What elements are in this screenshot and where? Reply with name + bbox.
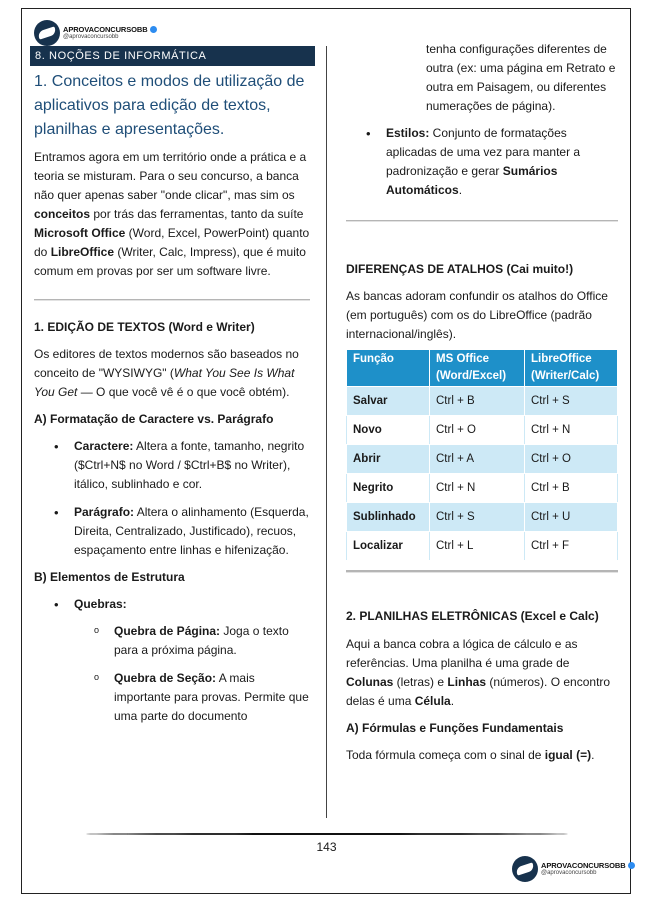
table-cell: Negrito — [347, 474, 430, 503]
table-cell: Ctrl + S — [525, 387, 618, 416]
table-cell: Ctrl + N — [525, 416, 618, 445]
list-item-quebra-pagina: o Quebra de Página: Joga o texto para a próxima página. — [74, 622, 310, 660]
shortcuts-table — [346, 349, 618, 561]
table-cell: Ctrl + L — [430, 532, 525, 561]
table-cell: Ctrl + S — [430, 503, 525, 532]
table-header-cell: LibreOffice (Writer/Calc) — [525, 350, 618, 387]
table-cell: Ctrl + B — [525, 474, 618, 503]
section-heading-spreadsheets: 2. PLANILHAS ELETRÔNICAS (Excel e Calc) — [346, 609, 599, 623]
list-item-quebra-secao: o Quebra de Seção: A mais importante para provas. Permite que uma parte do documento — [74, 669, 310, 726]
brand-handle: @aprovaconcursobb — [541, 870, 597, 877]
table-cell: Ctrl + A — [430, 445, 525, 474]
brand-name: APROVACONCURSOBB — [541, 860, 626, 870]
list-item-quebras: • Quebras: o Quebra de Página: Joga o texto para a próxima página. o Quebra de Seção: A mais importante para provas. Permite que uma parte do documento — [34, 595, 310, 726]
page-title: 1. Conceitos e modos de utilização de aplicativos para edição de textos, planilhas e apresentações. — [34, 73, 305, 138]
wysiwyg-paragraph: Os editores de textos modernos são baseados no conceito de "WYSIWYG" (What You See Is What You Get — O que você vê é o que você obtém). — [34, 347, 299, 399]
subheading-formulas: A) Fórmulas e Funções Fundamentais — [346, 721, 564, 735]
table-row — [347, 474, 618, 503]
page-number: 143 — [316, 840, 337, 854]
verified-badge-icon — [628, 862, 635, 869]
shortcuts-paragraph: As bancas adoram confundir os atalhos do Office (em português) com os do LibreOffice (padrão internacional/inglês). — [346, 289, 608, 341]
divider — [346, 220, 618, 222]
spreadsheet-paragraph: Aqui a banca cobra a lógica de cálculo e as referências. Uma planilha é uma grade de Colunas (letras) e Linhas (números). O encontro delas é uma Célula. — [346, 637, 611, 708]
table-cell: Ctrl + O — [430, 416, 525, 445]
table-cell: Novo — [347, 416, 430, 445]
table-row — [347, 532, 618, 561]
shortcuts-heading: DIFERENÇAS DE ATALHOS (Cai muito!) — [346, 262, 574, 276]
column-divider — [326, 46, 327, 818]
eagle-logo-icon — [34, 20, 60, 46]
table-header-cell: MS Office (Word/Excel) — [430, 350, 525, 387]
table-row — [347, 445, 618, 474]
section-heading-texts: 1. EDIÇÃO DE TEXTOS (Word e Writer) — [34, 320, 255, 334]
table-cell: Ctrl + U — [525, 503, 618, 532]
list-item-paragrafo: • Parágrafo: Altera o alinhamento (Esquerda, Direita, Centralizado, Justificado), recuos, espaçamento entre linhas e hifenização. — [34, 503, 310, 560]
brand-handle: @aprovaconcursobb — [63, 34, 119, 41]
table-cell: Localizar — [347, 532, 430, 561]
quebra-secao-continuation: tenha configurações diferentes de outra (ex: uma página em Retrato e outra em Paisagem, ou diferentes numerações de página). — [426, 42, 616, 113]
subheading-formatting: A) Formatação de Caractere vs. Parágrafo — [34, 412, 274, 426]
table-row — [347, 416, 618, 445]
brand-footer — [512, 856, 635, 882]
section-title-bar: 8. NOÇÕES DE INFORMÁTICA — [30, 46, 315, 66]
right-column — [346, 40, 618, 765]
table-header-cell: Função — [347, 350, 430, 387]
formula-paragraph: Toda fórmula começa com o sinal de igual (=). — [346, 748, 595, 762]
table-header-row — [347, 350, 618, 387]
table-cell: Sublinhado — [347, 503, 430, 532]
verified-badge-icon — [150, 26, 157, 33]
brand-header — [34, 20, 157, 46]
list-item-estilos: • Estilos: Conjunto de formatações aplicadas de uma vez para manter a padronização e gerar Sumários Automáticos. — [346, 124, 618, 200]
brand-name: APROVACONCURSOBB — [63, 24, 148, 34]
left-column — [34, 70, 310, 726]
table-cell: Ctrl + B — [430, 387, 525, 416]
footer-rule — [86, 833, 568, 835]
table-cell: Abrir — [347, 445, 430, 474]
table-cell: Ctrl + O — [525, 445, 618, 474]
table-row — [347, 387, 618, 416]
table-row — [347, 503, 618, 532]
table-cell: Ctrl + F — [525, 532, 618, 561]
table-cell: Ctrl + N — [430, 474, 525, 503]
list-item-caractere: • Caractere: Altera a fonte, tamanho, negrito ($Ctrl+N$ no Word / $Ctrl+B$ no Writer), itálico, sublinhado e cor. — [34, 437, 310, 494]
subheading-structure: B) Elementos de Estrutura — [34, 570, 185, 584]
divider — [346, 570, 618, 573]
eagle-logo-icon — [512, 856, 538, 882]
table-cell: Salvar — [347, 387, 430, 416]
intro-paragraph: Entramos agora em um território onde a prática e a teoria se misturam. Para o seu concurso, a banca não quer apenas saber "onde clicar", mas sim os conceitos por trás das ferramentas, tanto da suíte Microsoft Office (Word, Excel, PowerPoint) quanto do LibreOffice (Writer, Calc, Impress), que é muito comum em provas por ser um software livre. — [34, 150, 310, 278]
divider — [34, 299, 310, 301]
